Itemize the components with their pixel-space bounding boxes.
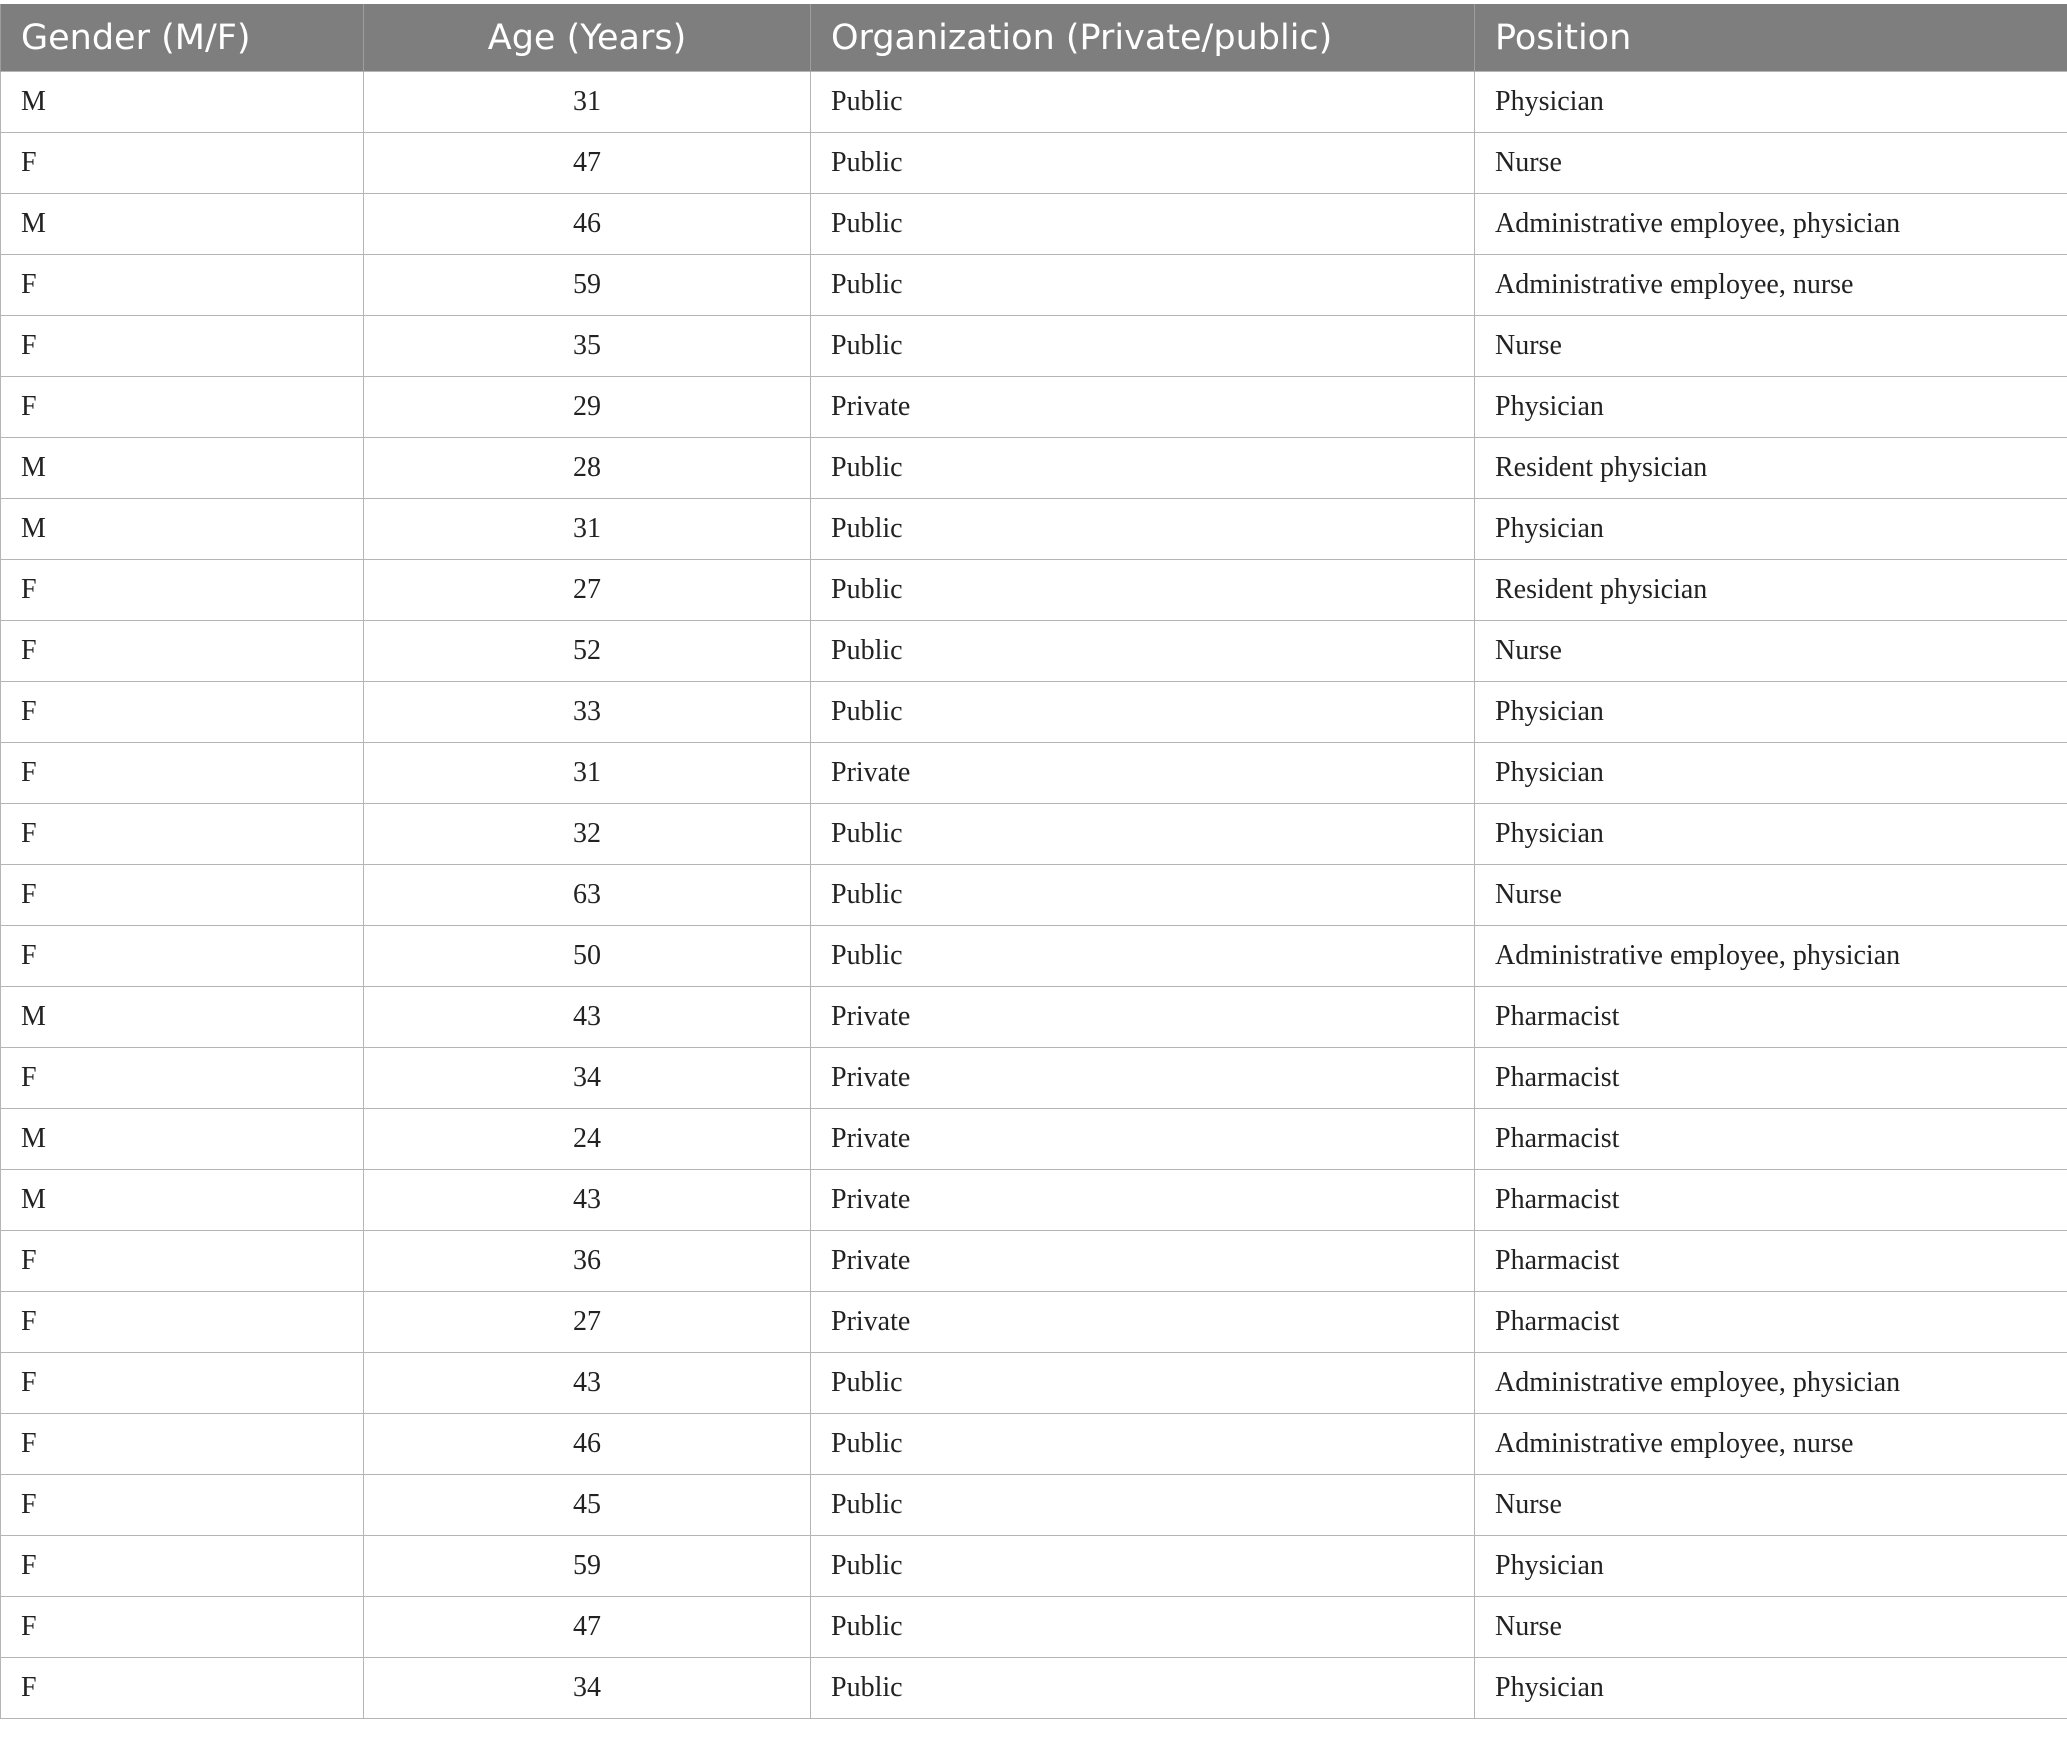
cell-age: 52: [364, 621, 811, 682]
cell-organization: Public: [811, 1658, 1475, 1719]
cell-position: Physician: [1475, 682, 2067, 743]
cell-organization: Public: [811, 804, 1475, 865]
cell-position: Pharmacist: [1475, 1048, 2067, 1109]
header-gender: Gender (M/F): [1, 4, 364, 72]
cell-gender: F: [1, 865, 364, 926]
cell-gender: F: [1, 1536, 364, 1597]
table-row: [1, 1292, 2067, 1353]
table-row: [1, 1597, 2067, 1658]
cell-organization: Public: [811, 865, 1475, 926]
table-row: [1, 926, 2067, 987]
cell-position: Administrative employee, physician: [1475, 194, 2067, 255]
cell-position: Physician: [1475, 804, 2067, 865]
table-row: [1, 1231, 2067, 1292]
header-organization: Organization (Private/public): [811, 4, 1475, 72]
cell-gender: F: [1, 926, 364, 987]
cell-gender: F: [1, 1475, 364, 1536]
cell-gender: M: [1, 438, 364, 499]
cell-gender: F: [1, 1048, 364, 1109]
table-header: [1, 4, 2067, 72]
cell-age: 27: [364, 560, 811, 621]
cell-age: 45: [364, 1475, 811, 1536]
cell-gender: F: [1, 743, 364, 804]
cell-gender: F: [1, 560, 364, 621]
cell-gender: M: [1, 72, 364, 133]
cell-age: 59: [364, 1536, 811, 1597]
cell-gender: M: [1, 987, 364, 1048]
cell-position: Physician: [1475, 72, 2067, 133]
cell-organization: Public: [811, 1414, 1475, 1475]
table-body: [1, 72, 2067, 1719]
cell-organization: Public: [811, 255, 1475, 316]
cell-age: 31: [364, 72, 811, 133]
cell-gender: M: [1, 194, 364, 255]
cell-organization: Private: [811, 1109, 1475, 1170]
table-row: [1, 72, 2067, 133]
cell-organization: Private: [811, 743, 1475, 804]
cell-gender: M: [1, 1170, 364, 1231]
table-row: [1, 987, 2067, 1048]
cell-age: 27: [364, 1292, 811, 1353]
cell-position: Physician: [1475, 1536, 2067, 1597]
participants-table-container: [0, 4, 2067, 1719]
table-row: [1, 377, 2067, 438]
cell-age: 36: [364, 1231, 811, 1292]
table-row: [1, 499, 2067, 560]
cell-position: Nurse: [1475, 316, 2067, 377]
table-row: [1, 255, 2067, 316]
cell-age: 28: [364, 438, 811, 499]
cell-age: 33: [364, 682, 811, 743]
cell-age: 43: [364, 1353, 811, 1414]
cell-gender: F: [1, 804, 364, 865]
cell-organization: Private: [811, 1170, 1475, 1231]
cell-age: 29: [364, 377, 811, 438]
table-row: [1, 804, 2067, 865]
cell-age: 31: [364, 743, 811, 804]
cell-position: Nurse: [1475, 621, 2067, 682]
cell-gender: F: [1, 1231, 364, 1292]
cell-gender: F: [1, 133, 364, 194]
table-row: [1, 1048, 2067, 1109]
table-row: [1, 621, 2067, 682]
cell-age: 31: [364, 499, 811, 560]
cell-position: Resident physician: [1475, 560, 2067, 621]
cell-gender: F: [1, 1292, 364, 1353]
cell-gender: F: [1, 621, 364, 682]
participants-table: [0, 4, 2067, 1719]
cell-position: Administrative employee, physician: [1475, 1353, 2067, 1414]
cell-gender: F: [1, 1658, 364, 1719]
cell-position: Physician: [1475, 743, 2067, 804]
cell-age: 47: [364, 1597, 811, 1658]
header-age: Age (Years): [364, 4, 811, 72]
table-row: [1, 743, 2067, 804]
cell-organization: Private: [811, 1048, 1475, 1109]
cell-organization: Private: [811, 1292, 1475, 1353]
cell-organization: Private: [811, 377, 1475, 438]
cell-age: 34: [364, 1048, 811, 1109]
cell-organization: Public: [811, 1597, 1475, 1658]
cell-position: Physician: [1475, 377, 2067, 438]
cell-gender: M: [1, 499, 364, 560]
cell-position: Pharmacist: [1475, 1231, 2067, 1292]
table-row: [1, 560, 2067, 621]
cell-position: Nurse: [1475, 133, 2067, 194]
cell-age: 35: [364, 316, 811, 377]
table-row: [1, 1658, 2067, 1719]
table-row: [1, 1475, 2067, 1536]
cell-position: Physician: [1475, 499, 2067, 560]
table-row: [1, 865, 2067, 926]
cell-organization: Private: [811, 1231, 1475, 1292]
cell-organization: Public: [811, 560, 1475, 621]
cell-age: 43: [364, 987, 811, 1048]
cell-position: Administrative employee, nurse: [1475, 1414, 2067, 1475]
cell-gender: F: [1, 377, 364, 438]
table-row: [1, 1414, 2067, 1475]
cell-organization: Public: [811, 499, 1475, 560]
table-row: [1, 1109, 2067, 1170]
cell-position: Pharmacist: [1475, 1109, 2067, 1170]
cell-gender: F: [1, 255, 364, 316]
table-row: [1, 316, 2067, 377]
table-row: [1, 682, 2067, 743]
cell-age: 24: [364, 1109, 811, 1170]
cell-position: Nurse: [1475, 1475, 2067, 1536]
cell-position: Nurse: [1475, 1597, 2067, 1658]
table-row: [1, 438, 2067, 499]
cell-position: Administrative employee, nurse: [1475, 255, 2067, 316]
cell-gender: F: [1, 1414, 364, 1475]
cell-organization: Public: [811, 682, 1475, 743]
cell-organization: Private: [811, 987, 1475, 1048]
cell-age: 34: [364, 1658, 811, 1719]
cell-gender: F: [1, 1597, 364, 1658]
cell-organization: Public: [811, 438, 1475, 499]
table-row: [1, 1536, 2067, 1597]
cell-organization: Public: [811, 194, 1475, 255]
header-position: Position: [1475, 4, 2067, 72]
cell-age: 59: [364, 255, 811, 316]
cell-organization: Public: [811, 1536, 1475, 1597]
table-row: [1, 194, 2067, 255]
table-row: [1, 1353, 2067, 1414]
cell-organization: Public: [811, 1353, 1475, 1414]
cell-age: 46: [364, 1414, 811, 1475]
header-row: [1, 4, 2067, 72]
cell-organization: Public: [811, 316, 1475, 377]
cell-position: Administrative employee, physician: [1475, 926, 2067, 987]
table-row: [1, 1170, 2067, 1231]
cell-age: 32: [364, 804, 811, 865]
cell-age: 63: [364, 865, 811, 926]
cell-position: Pharmacist: [1475, 987, 2067, 1048]
cell-gender: M: [1, 1109, 364, 1170]
cell-organization: Public: [811, 133, 1475, 194]
cell-age: 47: [364, 133, 811, 194]
cell-organization: Public: [811, 621, 1475, 682]
cell-gender: F: [1, 1353, 364, 1414]
cell-position: Nurse: [1475, 865, 2067, 926]
cell-age: 43: [364, 1170, 811, 1231]
cell-gender: F: [1, 316, 364, 377]
cell-organization: Public: [811, 926, 1475, 987]
cell-position: Pharmacist: [1475, 1170, 2067, 1231]
cell-age: 46: [364, 194, 811, 255]
cell-gender: F: [1, 682, 364, 743]
cell-organization: Public: [811, 72, 1475, 133]
table-row: [1, 133, 2067, 194]
cell-position: Pharmacist: [1475, 1292, 2067, 1353]
cell-organization: Public: [811, 1475, 1475, 1536]
cell-position: Physician: [1475, 1658, 2067, 1719]
cell-age: 50: [364, 926, 811, 987]
cell-position: Resident physician: [1475, 438, 2067, 499]
